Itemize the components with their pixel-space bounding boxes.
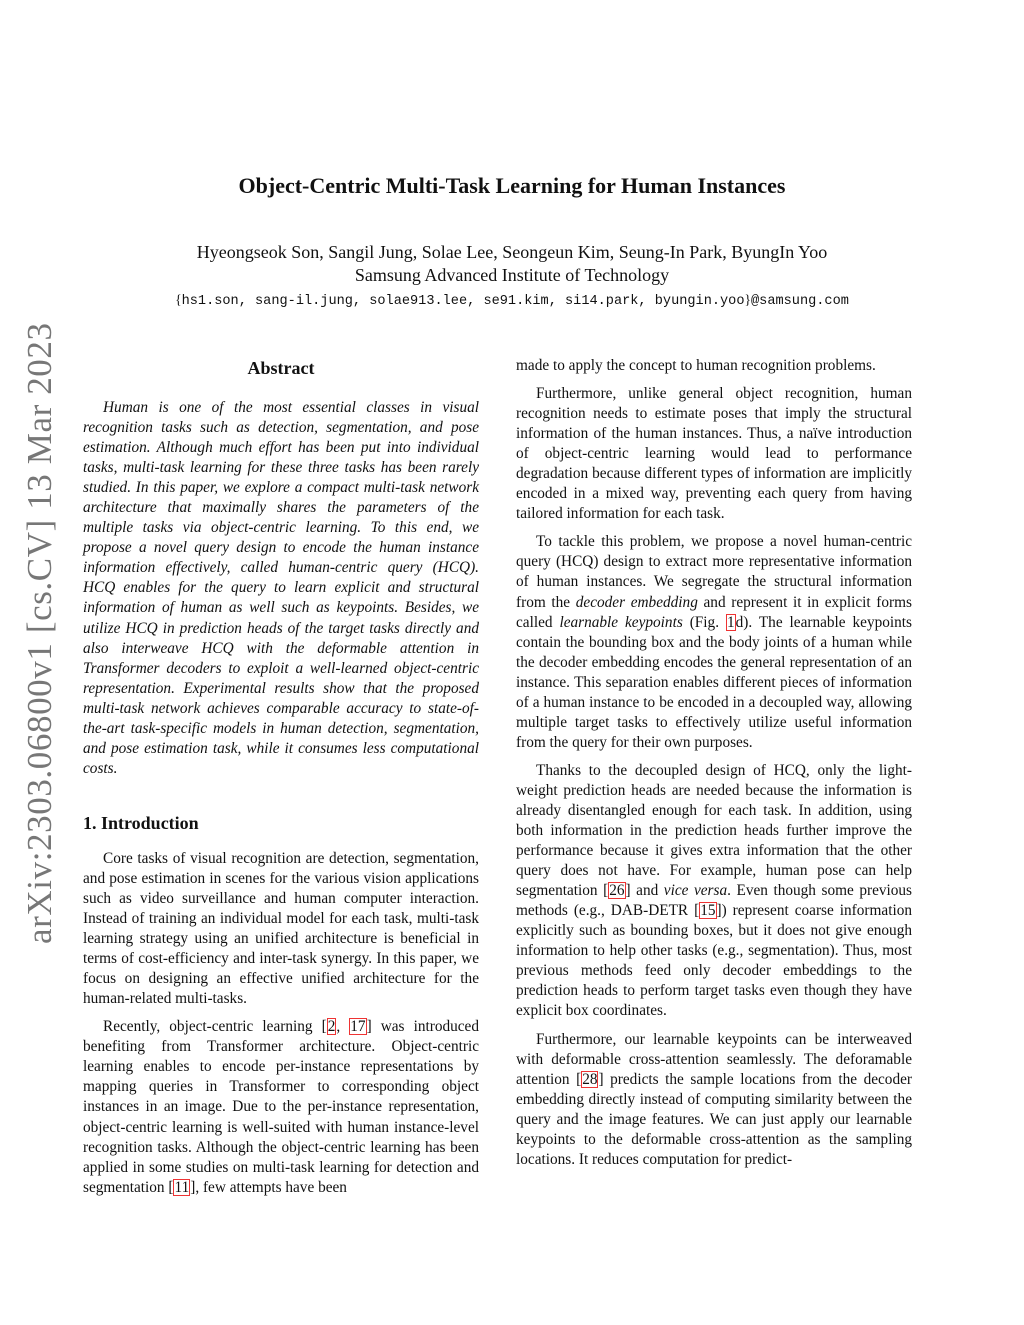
introduction-heading: 1. Introduction: [83, 812, 199, 833]
citation-link[interactable]: 11: [174, 1178, 190, 1196]
citation-link[interactable]: 17: [350, 1018, 366, 1036]
email-names: hs1.son, sang-il.jung, solae913.lee, se91.kim, si14.park, byungin.yoo: [181, 294, 745, 309]
email-open-brace: {: [175, 292, 182, 307]
citation-link[interactable]: 28: [582, 1070, 598, 1088]
abstract-text: Human is one of the most essential classes in visual recognition tasks such as detection, segmentation, and pose estimation. Although much effort has been put into individual tasks, multi-task learning for these three tasks has been rarely studied. In this paper, we explore a compact multi-task network architecture that maximally shares the parameters of the multiple tasks via object-centric learning. To this end, we propose a novel query design to encode the human instance information effectively, called human-centric query (HCQ). HCQ enables for the query to learn explicit and structural information of human as well such as keypoints. Besides, we utilize HCQ in prediction heads of the target tasks directly and also interweave HCQ with the deformable attention in Transformer decoders to exploit a well-learned object-centric representation. Experimental results show that the proposed multi-task network achieves comparable accuracy to state-of-the-art task-specific models in human detection, segmentation, and pose estimation task, while it consumes less computational costs.: [83, 399, 479, 777]
author-block: [0, 241, 1024, 287]
citation-link[interactable]: 2: [327, 1018, 336, 1036]
right-paragraph-3: Thanks to the decoupled design of HCQ, only the light-weight prediction heads are needed because the information is already disentangled enough for each task. In addition, using both information in the prediction heads further improve the performance because it gives extra information that the other query does not have. For example, human pose can help segmentation [26] and vice versa. Even though some previous methods (e.g., DAB-DETR [15]) represent coarse information explicitly such as bounding boxes, but it does not give enough information to help other tasks (e.g., segmentation). Thus, most previous methods feed only decoder embeddings to the prediction heads to perform target tasks even though they have explicit box coordinates.: [516, 761, 913, 1020]
abstract-heading: Abstract: [247, 358, 315, 378]
left-column: [83, 356, 479, 1206]
right-paragraph-4: Furthermore, our learnable keypoints can be interweaved with deformable cross-attention seamlessly. The deforamable attention [28] predicts the sample locations from the decoder embedding directly instead of computing similarity between the query and the image features. We can just apply our learnable keypoints to the deformable cross-attention as the sampling locations. It reduces computation for predict-: [516, 1030, 912, 1168]
affiliation: Samsung Advanced Institute of Technology: [354, 265, 670, 285]
right-paragraph-0: made to apply the concept to human recognition problems.: [516, 357, 876, 374]
right-paragraph-1: Furthermore, unlike general object recognition, human recognition needs to estimate poses that imply the structural information of the human instances. Thus, a naïve introduction of object-centric learning would lead to performance degradation because different types of information are implicitly encoded in a mixed way, preventing each query from having tailored information for each task.: [516, 385, 912, 523]
intro-paragraph-2: Recently, object-centric learning [2, 17] was introduced benefiting from Transformer architecture. Object-centric learning enables to encode per-instance representations by mapping queries in Transformer to corresponding object instances in an image. Due to the per-instance representation, object-centric learning is well-suited with human instance-level recognition tasks. Although the object-centric learning has been applied in some studies on multi-task learning for detection and segmentation [11], few attempts have been: [83, 1018, 479, 1196]
right-paragraph-2: To tackle this problem, we propose a novel human-centric query (HCQ) design to extract more representative information of human instances. We segregate the structural information from the decoder embedding and represent it in explicit forms called learnable keypoints (Fig. 1d). The learnable keypoints contain the bounding box and the body joints of a human while the decoder embedding encodes the general representation of an instance. This separation enables different pieces of information of a human instance to be encoded in a decoupled way, allowing multiple target tasks to effectively utilize useful information from the query for their own purposes.: [516, 533, 913, 751]
figure-link[interactable]: 1: [726, 613, 735, 631]
citation-link[interactable]: 15: [700, 902, 716, 920]
email-line: [0, 292, 1024, 309]
intro-paragraph-1: Core tasks of visual recognition are detection, segmentation, and pose estimation in scenes for the various vision applications such as video surveillance and human computer interaction. Instead of training an individual model for each task, multi-task learning strategy using an unified architecture is beneficial in terms of cost-efficiency and inter-task synergy. In this paper, we focus on designing an effective unified architecture for the human-related multi-tasks.: [83, 849, 479, 1008]
email-domain: @samsung.com: [751, 294, 849, 309]
right-column: [516, 356, 912, 1178]
email-close-brace: }: [744, 292, 752, 307]
paper-title: Object-Centric Multi-Task Learning for Human Instances: [238, 173, 786, 198]
author-list: Hyeongseok Son, Sangil Jung, Solae Lee, Seongeun Kim, Seung-In Park, ByungIn Yoo: [196, 242, 828, 262]
arxiv-identifier: arXiv:2303.06800v1 [cs.CV] 13 Mar 2023: [20, 322, 59, 944]
citation-link[interactable]: 26: [609, 882, 625, 900]
